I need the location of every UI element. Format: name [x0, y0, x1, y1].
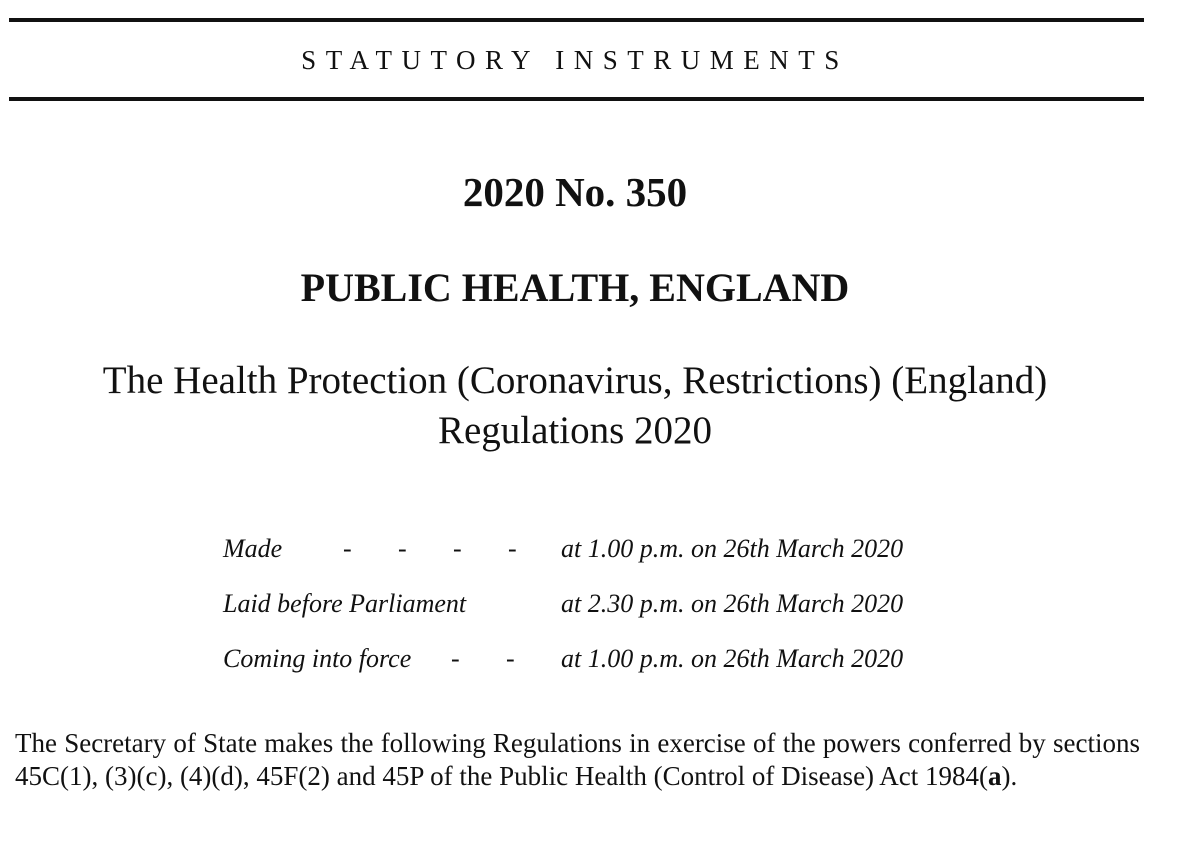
date-label: Laid before Parliament [223, 589, 467, 618]
date-label: Made [223, 534, 283, 563]
date-value: at 2.30 p.m. on 26th March 2020 [561, 589, 904, 618]
date-row-made: Made - - - - at 1.00 p.m. on 26th March 2020 [223, 534, 904, 563]
header-bottom-rule [9, 97, 1144, 101]
instrument-title-line-1: The Health Protection (Coronavirus, Restrictions) (England) [102, 359, 1048, 402]
header-top-rule [9, 18, 1144, 22]
series-heading: STATUTORY INSTRUMENTS [301, 45, 849, 75]
date-row-coming-into-force: Coming into force - - at 1.00 p.m. on 26th March 2020 [223, 644, 904, 673]
instrument-title-line-2: Regulations 2020 [437, 409, 713, 452]
dates-table [223, 530, 983, 695]
date-label: Coming into force [223, 644, 412, 673]
date-value: at 1.00 p.m. on 26th March 2020 [561, 534, 904, 563]
instrument-number: 2020 No. 350 [462, 169, 688, 215]
preamble-text: The Secretary of State makes the following Regulations in exercise of the powers conferred by sections 45C(1), (3)(c), (4)(d), 45F(2) and 45P of the Public Health (Control of Disease) Act 1984( [15, 728, 1140, 791]
date-value: at 1.00 p.m. on 26th March 2020 [561, 644, 904, 673]
preamble-paragraph [15, 727, 1140, 793]
instrument-subject: PUBLIC HEALTH, ENGLAND [300, 265, 850, 310]
preamble-text-end: ). [1001, 761, 1018, 791]
instrument-title [0, 356, 1150, 456]
footnote-reference: a [988, 761, 1002, 791]
date-row-laid [223, 585, 983, 640]
